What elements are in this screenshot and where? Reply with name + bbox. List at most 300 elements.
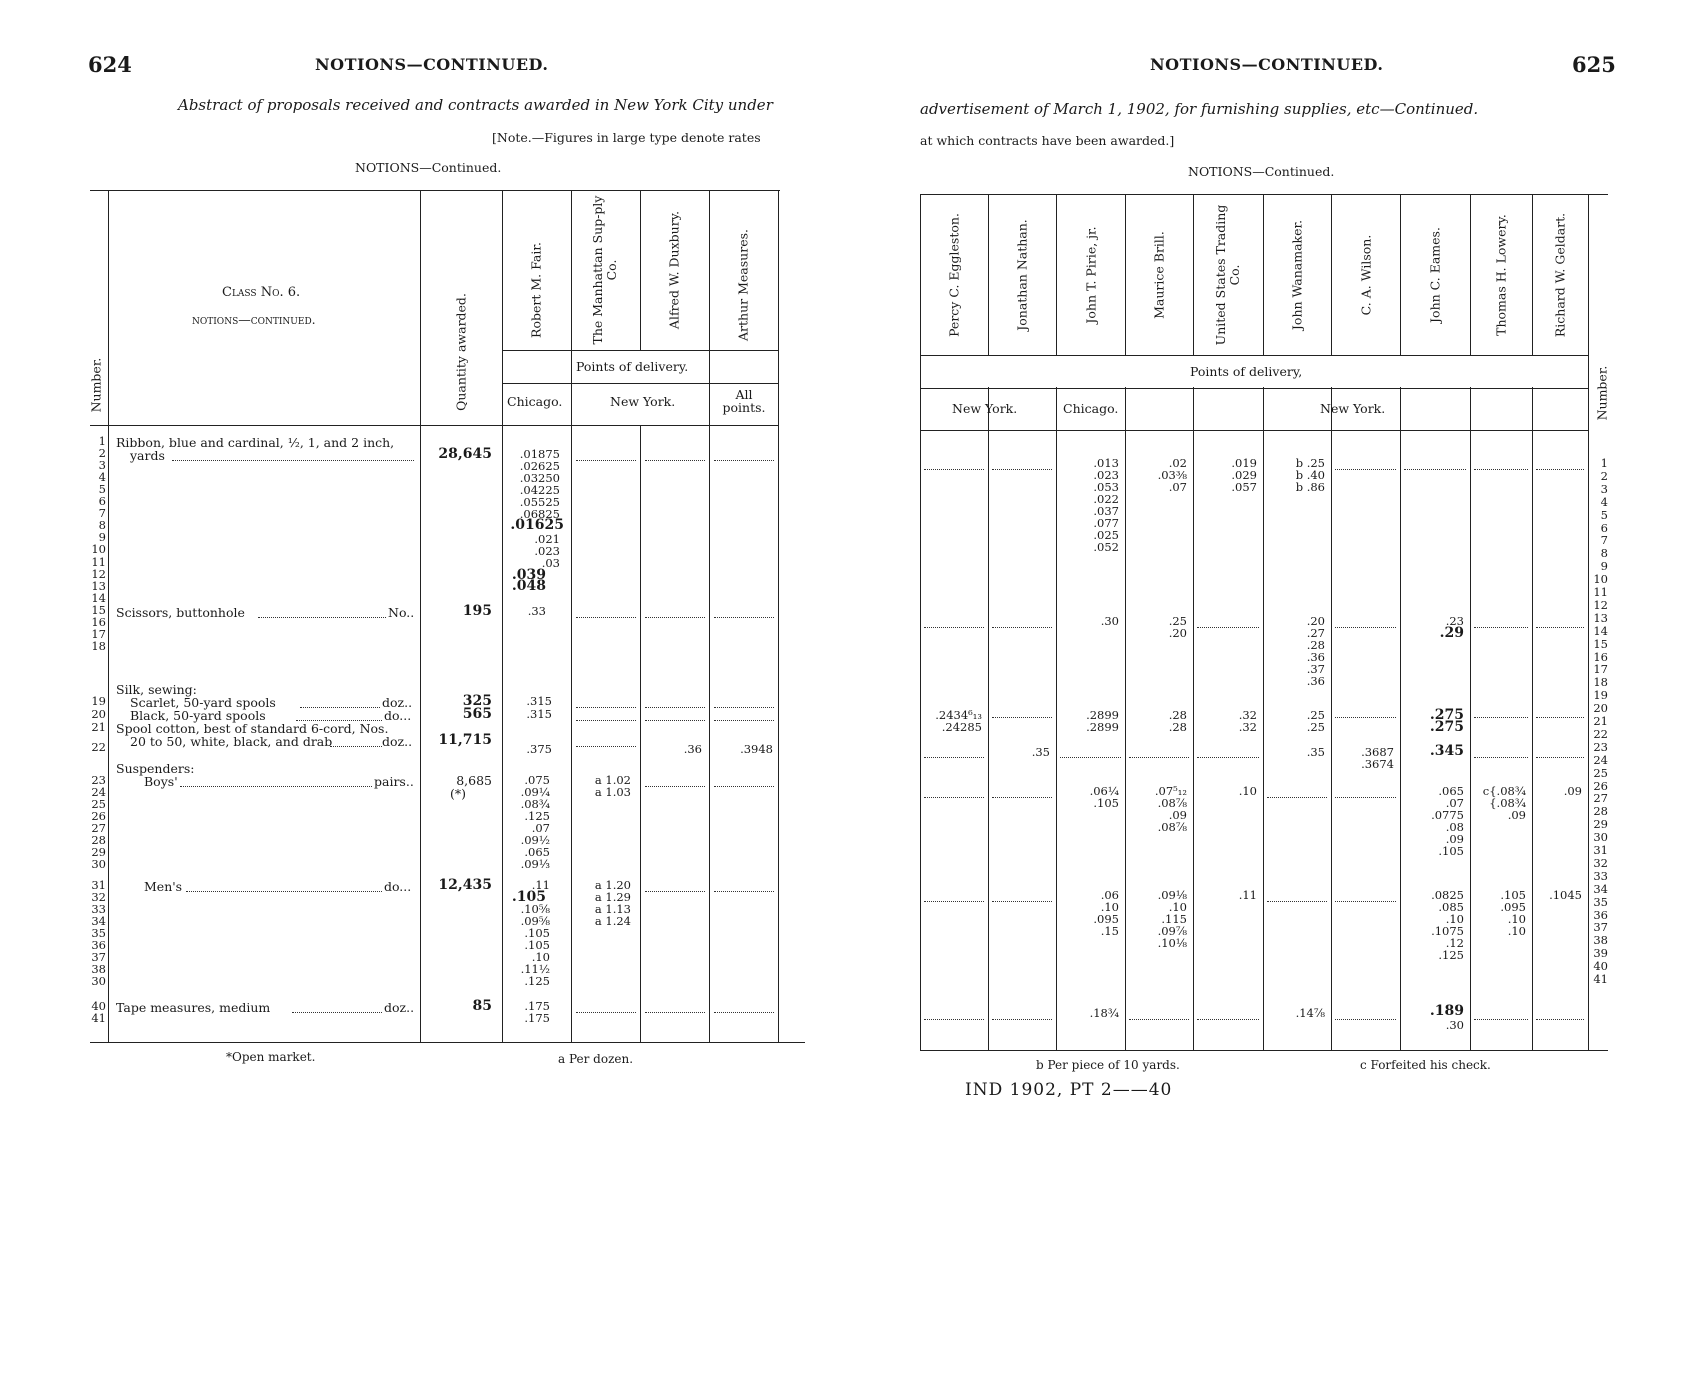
footnote-per-piece: b Per piece of 10 yards. xyxy=(1036,1058,1180,1072)
awarded-rate: .345 xyxy=(1429,743,1464,759)
col-divider xyxy=(920,194,921,1050)
running-head-right: NOTIONS—CONTINUED. xyxy=(1150,55,1384,74)
bid-value: .32 xyxy=(1238,719,1257,734)
item-ribbon-unit: yards xyxy=(130,448,165,463)
row-number: 31 xyxy=(91,878,106,892)
abstract-title: Abstract of proposals received and contracts awarded in New York City under xyxy=(178,96,773,114)
bid-value: .105 xyxy=(1438,843,1464,858)
row-number: 25 xyxy=(91,797,106,811)
bidder-manhattan-supply: The Manhattan Sup-ply Co. xyxy=(590,195,619,345)
bid-value: .125 xyxy=(524,808,550,823)
bid-value: .057 xyxy=(1231,479,1257,494)
row-number: 26 xyxy=(1593,778,1608,793)
awarded-rate: .048 xyxy=(511,578,546,595)
bid-value: .09 xyxy=(1563,784,1582,798)
row-number: 2 xyxy=(98,446,106,461)
item-scissors: Scissors, buttonhole xyxy=(116,605,245,620)
col-divider xyxy=(778,190,779,1042)
col-divider xyxy=(1193,194,1194,1050)
bidder-header: Thomas H. Lowery. xyxy=(1493,214,1509,336)
row-number: 34 xyxy=(91,914,106,928)
qty-scissors: 195 xyxy=(462,603,492,619)
span-mask xyxy=(1401,389,1402,429)
bid-value: .07⁵₁₂ xyxy=(1154,784,1187,798)
row-number: 18 xyxy=(91,638,106,653)
bid-value: .10 xyxy=(1100,899,1119,914)
row-number: 14 xyxy=(91,590,106,605)
row-number: 10 xyxy=(91,542,106,557)
bid-value: .02625 xyxy=(519,458,560,473)
bid-value: .07 xyxy=(1445,795,1464,810)
bid-value: .28 xyxy=(1168,719,1187,734)
row-number: 30 xyxy=(91,974,106,988)
bid-value: {.08¾ xyxy=(1489,795,1526,810)
bid-value: .10 xyxy=(531,949,550,964)
points-rule xyxy=(502,350,778,351)
note-continued: at which contracts have been awarded.] xyxy=(920,133,1175,148)
bid-value: .125 xyxy=(1438,947,1464,962)
point-new-york-right-1: New York. xyxy=(952,401,1018,416)
row-number: 4 xyxy=(1600,494,1608,509)
bid-value: .07 xyxy=(531,820,550,835)
unit-spool: doz.. xyxy=(382,734,413,749)
point-chicago: Chicago. xyxy=(507,394,563,409)
span-mask xyxy=(1194,389,1195,429)
duxbury-spool: .36 xyxy=(683,742,702,756)
bid-value: .025 xyxy=(1093,527,1119,542)
bid-value: .105 xyxy=(1500,888,1526,902)
row-number: 12 xyxy=(91,566,106,581)
row-number: 8 xyxy=(98,518,106,533)
bid-value: .175 xyxy=(524,999,550,1013)
row-number: 35 xyxy=(91,926,106,940)
row-number: 21 xyxy=(91,720,106,734)
qty-tape: 85 xyxy=(472,998,492,1014)
row-number: 25 xyxy=(1593,765,1608,780)
bid-value: .315 xyxy=(526,694,552,708)
bid-value: .0775 xyxy=(1431,807,1464,822)
col-divider xyxy=(988,194,989,1050)
points-rule xyxy=(502,383,778,384)
bid-value: .029 xyxy=(1231,467,1257,482)
row-number: 38 xyxy=(91,962,106,976)
bid-value: .023 xyxy=(1093,467,1119,482)
row-number: 36 xyxy=(91,938,106,952)
bid-value: .12 xyxy=(1445,935,1464,950)
row-number: 7 xyxy=(1600,533,1608,548)
row-number: 38 xyxy=(1593,933,1608,948)
bid-value: .14⅞ xyxy=(1295,1006,1325,1020)
bid-value: .3687 xyxy=(1361,745,1394,759)
bid-value: .375 xyxy=(526,742,552,756)
bid-value: .1075 xyxy=(1431,923,1464,938)
bid-value: .09 xyxy=(1445,831,1464,846)
item-ribbon: Ribbon, blue and cardinal, ½, 1, and 2 inch, xyxy=(116,435,395,450)
section-title-left: NOTIONS—Continued. xyxy=(355,160,502,175)
bid-value: .15 xyxy=(1100,923,1119,938)
table-top-rule xyxy=(920,194,1608,195)
bid-value: .28 xyxy=(1168,708,1187,722)
bid-value: .25 xyxy=(1306,708,1325,722)
span-mask xyxy=(1264,389,1265,429)
row-number: 27 xyxy=(1593,791,1608,806)
class-subtitle: notions—continued. xyxy=(192,312,316,327)
bidder-header: Percy C. Eggleston. xyxy=(946,213,962,337)
unit-mens: do... xyxy=(384,879,412,894)
bidder-header: Maurice Brill. xyxy=(1151,231,1167,319)
row-number: 32 xyxy=(1593,855,1608,870)
bid-value: .30 xyxy=(1100,614,1119,628)
bid-value: .052 xyxy=(1093,539,1119,554)
bidder-header: Richard W. Geldart. xyxy=(1552,212,1568,338)
row-number: 21 xyxy=(1593,714,1608,728)
header-bottom-rule xyxy=(920,430,1588,431)
unit-scissors: No.. xyxy=(388,605,415,620)
bid-value: .03⅜ xyxy=(1157,467,1187,482)
item-spool-cotton-2: 20 to 50, white, black, and drab xyxy=(130,734,333,749)
measures-spool: .3948 xyxy=(740,742,773,756)
bid-value: .10⅛ xyxy=(1157,935,1187,950)
bid-value: .24285 xyxy=(941,719,982,734)
qty-spool: 11,715 xyxy=(438,732,492,748)
col-divider xyxy=(1331,194,1332,1050)
row-number: 2 xyxy=(1600,468,1608,483)
points-of-delivery-header: Points of delivery. xyxy=(576,359,689,374)
bid-value: a 1.03 xyxy=(594,785,631,799)
bid-value: .09⅛ xyxy=(1157,888,1187,902)
row-number: 10 xyxy=(1593,572,1608,587)
item-tape-measures: Tape measures, medium xyxy=(116,1000,271,1015)
bid-value: .30 xyxy=(1445,1018,1464,1032)
bid-value: b .40 xyxy=(1295,467,1325,482)
bid-value: .10 xyxy=(1507,911,1526,926)
bid-value: .2899 xyxy=(1086,708,1119,722)
row-number: 4 xyxy=(98,470,106,485)
row-number: 16 xyxy=(91,614,106,629)
bid-value: .315 xyxy=(526,707,552,721)
bid-value: .36 xyxy=(1306,673,1325,688)
row-number: 37 xyxy=(1593,920,1608,935)
row-number: 23 xyxy=(91,773,106,787)
bid-value: .10 xyxy=(1507,923,1526,938)
point-all-points: All points. xyxy=(722,387,766,415)
table-bottom-rule xyxy=(90,1042,805,1043)
bid-value: .10 xyxy=(1445,911,1464,926)
qty-boys-star: (*) xyxy=(449,786,466,801)
abstract-continued: advertisement of March 1, 1902, for furnishing supplies, etc—Continued. xyxy=(920,100,1479,118)
row-number: 18 xyxy=(1593,675,1608,690)
point-new-york-right-2: New York. xyxy=(1320,401,1386,416)
row-number: 5 xyxy=(98,482,106,497)
awarded-rate: .105 xyxy=(511,889,546,905)
bid-value: .065 xyxy=(1438,784,1464,798)
bid-value: .06 xyxy=(1100,888,1119,902)
col-divider xyxy=(1532,194,1533,1050)
bid-value: .07 xyxy=(1168,479,1187,494)
bid-value: .35 xyxy=(1306,745,1325,759)
bid-value: .25 xyxy=(1168,614,1187,628)
row-number: 13 xyxy=(1593,610,1608,625)
row-number: 26 xyxy=(91,809,106,823)
bid-value: .095 xyxy=(1500,899,1526,914)
unit-scarlet: doz.. xyxy=(382,695,413,710)
bidder-header: Jonathan Nathan. xyxy=(1014,219,1030,331)
number-header: Number. xyxy=(88,357,104,413)
table-top-rule xyxy=(90,190,780,191)
unit-black: do... xyxy=(384,708,412,723)
awarded-rate: .189 xyxy=(1429,1003,1464,1019)
span-mask xyxy=(1126,389,1127,429)
section-title-right: NOTIONS—Continued. xyxy=(1188,164,1335,179)
row-number: 22 xyxy=(1593,726,1608,741)
bid-value: .3674 xyxy=(1361,756,1394,771)
bid-value: .09 xyxy=(1168,807,1187,822)
bid-value: .11½ xyxy=(520,961,550,976)
quantity-header: Quantity awarded. xyxy=(453,293,469,411)
row-number: 17 xyxy=(91,626,106,641)
row-number: 7 xyxy=(98,506,106,521)
bidder-header: C. A. Wilson. xyxy=(1358,234,1373,316)
running-head-left: NOTIONS—CONTINUED. xyxy=(315,55,549,74)
bidder-header: John Wanamaker. xyxy=(1289,219,1305,331)
col-divider xyxy=(709,190,710,1042)
awarded-rate: .275 xyxy=(1429,718,1464,735)
signature-mark: IND 1902, PT 2——40 xyxy=(965,1080,1173,1100)
item-silk-black: Black, 50-yard spools xyxy=(130,708,266,723)
bid-value: .08⅞ xyxy=(1157,819,1187,834)
bid-value: .09 xyxy=(1507,807,1526,822)
bid-value: .11 xyxy=(531,878,550,892)
row-number: 41 xyxy=(91,1011,106,1025)
page-number-right: 625 xyxy=(1572,52,1616,77)
point-chicago-right: Chicago. xyxy=(1063,401,1119,416)
bid-value: .1045 xyxy=(1549,888,1582,902)
bid-value: .085 xyxy=(1438,899,1464,914)
bid-value: .105 xyxy=(524,925,550,940)
bid-value: .25 xyxy=(1306,719,1325,734)
row-number: 36 xyxy=(1593,907,1608,922)
bid-value: .023 xyxy=(534,543,560,558)
qty-scarlet: 325 xyxy=(462,693,492,709)
awarded-rate: .29 xyxy=(1439,625,1464,641)
bid-value: .053 xyxy=(1093,479,1119,494)
item-mens: Men's xyxy=(144,879,183,894)
awarded-rate: .275 xyxy=(1429,707,1464,723)
qty-ribbon: 28,645 xyxy=(438,446,492,462)
bid-value: .03 xyxy=(541,555,560,570)
bid-value: .09⅞ xyxy=(1157,923,1187,938)
qty-black: 565 xyxy=(462,706,492,722)
row-number: 37 xyxy=(91,950,106,964)
bid-value: b .86 xyxy=(1295,479,1325,494)
bid-value: .35 xyxy=(1031,745,1050,759)
unit-tape: doz.. xyxy=(384,1000,415,1015)
bid-value: .09⅝ xyxy=(520,913,550,928)
row-number: 5 xyxy=(1600,507,1608,522)
bid-value: .01875 xyxy=(519,447,560,461)
unit-boys: pairs.. xyxy=(374,774,414,789)
bid-value: .06825 xyxy=(519,506,560,521)
bid-value: .02 xyxy=(1168,456,1187,470)
row-number: 28 xyxy=(1593,804,1608,819)
bid-value: .27 xyxy=(1306,625,1325,640)
row-number: 1 xyxy=(1600,456,1608,470)
row-number: 30 xyxy=(1593,830,1608,845)
bid-value: .04225 xyxy=(519,482,560,497)
row-number: 3 xyxy=(98,458,106,473)
bid-value: .09⅓ xyxy=(520,856,550,871)
row-number: 11 xyxy=(91,554,106,569)
row-number: 20 xyxy=(1593,701,1608,716)
footnote-per-dozen: a Per dozen. xyxy=(558,1052,634,1066)
item-suspenders: Suspenders: xyxy=(116,761,195,776)
row-number: 19 xyxy=(91,694,106,708)
row-number: 35 xyxy=(1593,894,1608,909)
row-number: 6 xyxy=(1600,520,1608,535)
table-bottom-rule xyxy=(920,1050,1608,1051)
row-number: 30 xyxy=(91,857,106,871)
bidder-alfred-duxbury: Alfred W. Duxbury. xyxy=(666,210,682,330)
bid-value: .36 xyxy=(1306,649,1325,664)
bid-value: .125 xyxy=(524,973,550,988)
row-number: 15 xyxy=(1593,636,1608,651)
bid-value: .075 xyxy=(524,773,550,787)
points-rule xyxy=(920,388,1588,389)
bid-value: .10 xyxy=(1238,784,1257,798)
bid-value: .037 xyxy=(1093,503,1119,518)
item-boys: Boys' xyxy=(144,774,178,789)
bid-value: .175 xyxy=(524,1011,550,1025)
bid-value: a 1.02 xyxy=(594,773,631,787)
awarded-rate: .039 xyxy=(511,566,546,583)
row-number: 12 xyxy=(1593,597,1608,612)
points-of-delivery-right: Points of delivery, xyxy=(1190,364,1303,379)
bid-value: .32 xyxy=(1238,708,1257,722)
bidder-header: United States Trading Co. xyxy=(1213,204,1242,346)
row-number: 8 xyxy=(1600,546,1608,561)
row-number: 33 xyxy=(1593,868,1608,883)
bidder-header: John C. Eames. xyxy=(1427,227,1443,323)
bid-value: .18¾ xyxy=(1089,1006,1119,1020)
bid-value: .0825 xyxy=(1431,888,1464,902)
bid-value: .10 xyxy=(1168,899,1187,914)
row-number: 34 xyxy=(1593,881,1608,896)
bid-value: .077 xyxy=(1093,515,1119,530)
row-number: 31 xyxy=(1593,843,1608,857)
row-number: 40 xyxy=(91,999,106,1013)
bid-value: .11 xyxy=(1238,888,1257,902)
awarded-rate: .01625 xyxy=(510,516,564,533)
bid-value: .022 xyxy=(1093,491,1119,506)
bid-value: .021 xyxy=(534,531,560,546)
bid-value: .05525 xyxy=(519,494,560,509)
bid-value: .08 xyxy=(1445,819,1464,834)
row-number: 24 xyxy=(91,785,106,799)
row-number: 9 xyxy=(98,530,106,545)
bid-value: b .25 xyxy=(1295,456,1325,470)
note-text: [Note.—Figures in large type denote rates xyxy=(492,130,761,145)
row-number: 3 xyxy=(1600,481,1608,496)
footnote-open-market: *Open market. xyxy=(226,1050,316,1064)
class-title: Class No. 6. xyxy=(222,285,301,300)
row-number: 33 xyxy=(91,902,106,916)
bid-value: .23 xyxy=(1445,614,1464,628)
row-number: 15 xyxy=(91,602,106,617)
row-number: 17 xyxy=(1593,662,1608,677)
item-spool-cotton: Spool cotton, best of standard 6-cord, Nos. xyxy=(116,721,389,736)
bid-value: a 1.20 xyxy=(594,878,631,892)
bid-value: c{.08¾ xyxy=(1482,784,1526,798)
bid-value: .33 xyxy=(527,604,546,618)
bid-value: .095 xyxy=(1093,911,1119,926)
bid-value: .105 xyxy=(1093,795,1119,810)
col-divider xyxy=(640,190,641,350)
row-number: 1 xyxy=(98,434,106,448)
col-divider xyxy=(640,425,641,1042)
row-number: 20 xyxy=(91,707,106,721)
item-silk: Silk, sewing: xyxy=(116,682,197,697)
row-number: 16 xyxy=(1593,649,1608,664)
span-mask xyxy=(1533,389,1534,429)
bidder-arthur-measures: Arthur Measures. xyxy=(735,229,751,341)
page-number-left: 624 xyxy=(88,52,132,77)
bid-value: a 1.29 xyxy=(594,890,631,904)
row-number: 24 xyxy=(1593,752,1608,767)
bid-value: .08⅞ xyxy=(1157,795,1187,810)
bid-value: .08¾ xyxy=(520,796,550,811)
qty-boys: 8,685 xyxy=(456,773,492,788)
row-number: 28 xyxy=(91,833,106,847)
row-number: 11 xyxy=(1593,585,1608,599)
bid-value: .10⅝ xyxy=(520,902,550,916)
bidder-header: John T. Pirie, jr. xyxy=(1083,226,1098,324)
row-number: 19 xyxy=(1593,688,1608,703)
bid-value: .37 xyxy=(1306,661,1325,676)
bid-value: a 1.13 xyxy=(594,902,631,916)
bid-value: a 1.24 xyxy=(594,914,631,928)
points-rule xyxy=(920,355,1588,356)
row-number: 32 xyxy=(91,890,106,904)
row-number: 41 xyxy=(1593,972,1608,986)
bidder-robert-fair: Robert M. Fair. xyxy=(528,242,544,338)
bid-value: .09¼ xyxy=(520,784,550,799)
footnote-forfeited: c Forfeited his check. xyxy=(1360,1058,1491,1072)
item-silk-scarlet: Scarlet, 50-yard spools xyxy=(130,695,276,710)
bid-value: .013 xyxy=(1093,456,1119,470)
point-new-york: New York. xyxy=(610,394,676,409)
bid-value: .09½ xyxy=(520,832,550,847)
bid-value: .03250 xyxy=(519,470,560,485)
col-divider xyxy=(108,190,109,1042)
bid-value: .06¼ xyxy=(1089,784,1119,798)
bid-value: .20 xyxy=(1306,614,1325,628)
bid-value: .019 xyxy=(1231,456,1257,470)
bid-value: .105 xyxy=(524,937,550,952)
row-number: 22 xyxy=(91,740,106,754)
span-mask xyxy=(1471,389,1472,429)
header-bottom-rule xyxy=(90,425,778,426)
bid-value: .2434⁶₁₃ xyxy=(935,708,982,722)
number-header-right: Number. xyxy=(1594,365,1610,421)
row-number: 29 xyxy=(1593,817,1608,832)
bid-value: .115 xyxy=(1161,911,1187,926)
row-number: 23 xyxy=(1593,739,1608,754)
row-number: 27 xyxy=(91,821,106,835)
bid-value: .20 xyxy=(1168,625,1187,640)
bid-value: .2899 xyxy=(1086,719,1119,734)
row-number: 40 xyxy=(1593,959,1608,974)
row-number: 29 xyxy=(91,845,106,859)
